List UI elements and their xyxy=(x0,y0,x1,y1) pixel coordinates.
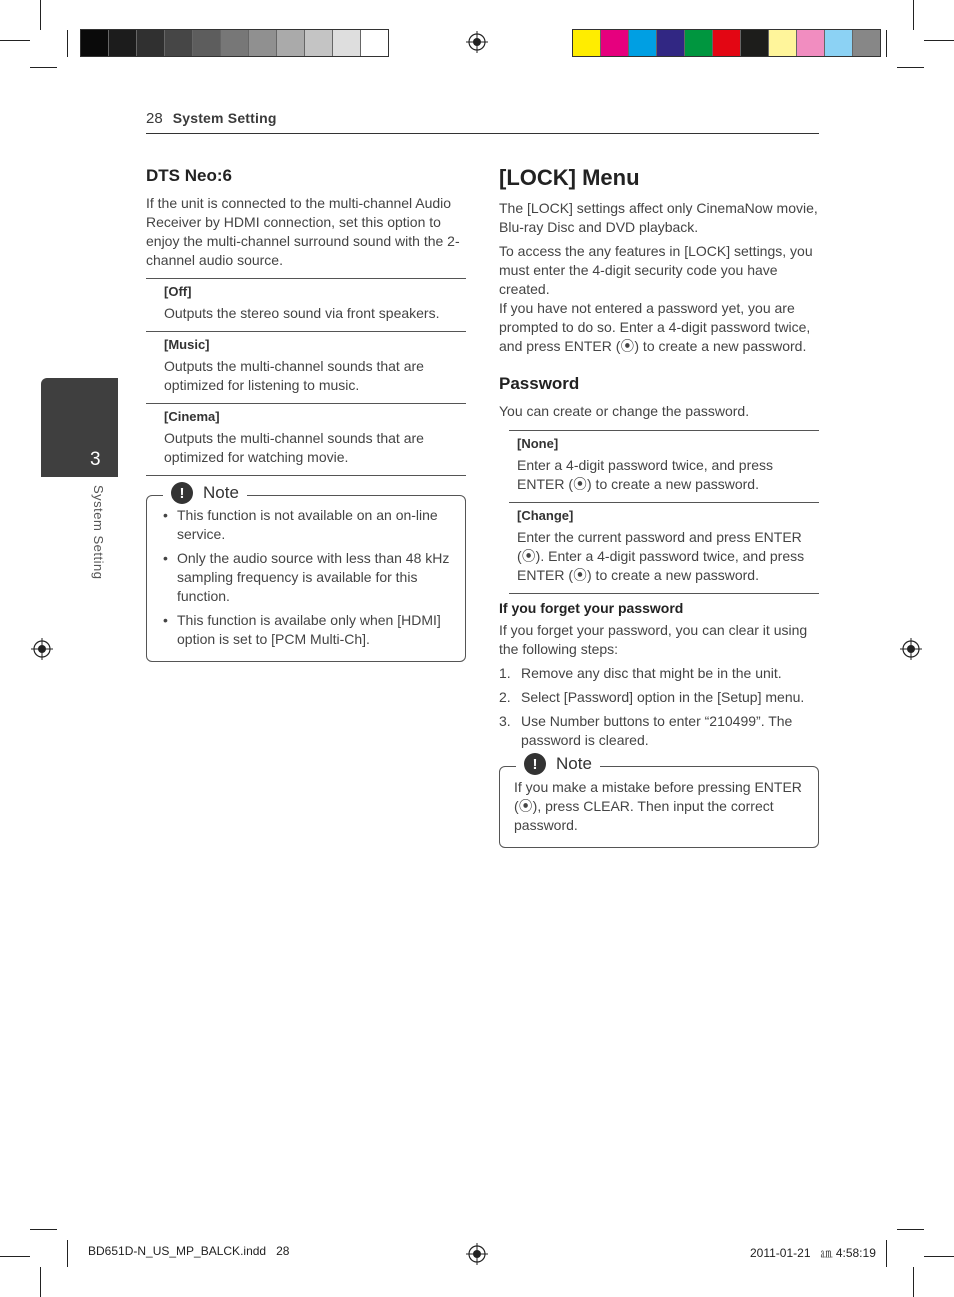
color-swatch xyxy=(137,30,165,56)
page-number: 28 xyxy=(146,110,163,127)
registration-mark-icon xyxy=(31,638,53,660)
forget-password-heading: If you forget your password xyxy=(499,600,684,616)
note-item: • Only the audio source with less than 48 kHz sampling frequency is available for this function. xyxy=(161,549,451,606)
note-box xyxy=(146,483,466,662)
lock-password-prompt-text: If you have not entered a password yet, you are prompted to do so. Enter a 4-digit password twice, and press ENTER (⦿) to create a new password. xyxy=(499,300,811,354)
lock-access-text: To access the any features in [LOCK] settings, you must enter the 4-digit security code you have created. xyxy=(499,243,813,297)
exclamation-icon: ! xyxy=(524,753,546,775)
crop-mark xyxy=(0,1256,30,1257)
crop-mark xyxy=(67,30,68,57)
option-label: [Off] xyxy=(164,284,192,299)
password-options-table xyxy=(509,430,819,594)
right-column xyxy=(499,165,819,755)
color-swatch xyxy=(769,30,797,56)
crop-mark xyxy=(924,1256,954,1257)
dts-neo6-intro: If the unit is connected to the multi-channel Audio Receiver by HDMI connection, set this option to enjoy the multi-channel surround sound with the 2-channel audio source. xyxy=(146,195,460,268)
step-text: Use Number buttons to enter “210499”. The password is cleared. xyxy=(521,713,793,748)
chapter-label: System Setting xyxy=(91,485,106,580)
color-swatch xyxy=(305,30,333,56)
color-swatch xyxy=(741,30,769,56)
option-description: Outputs the multi-channel sounds that are optimized for watching movie. xyxy=(164,430,424,465)
color-swatch xyxy=(797,30,825,56)
color-swatch xyxy=(657,30,685,56)
dts-neo6-heading: DTS Neo:6 xyxy=(146,166,232,185)
color-swatch xyxy=(825,30,853,56)
exclamation-icon: ! xyxy=(171,482,193,504)
crop-mark xyxy=(67,1240,68,1267)
option-row xyxy=(146,331,466,403)
step-text: Remove any disc that might be in the unit. xyxy=(521,665,782,681)
section-title: System Setting xyxy=(172,110,277,126)
step-item xyxy=(499,712,819,750)
color-swatch xyxy=(713,30,741,56)
crop-mark xyxy=(913,1267,914,1297)
note-item: • This function is not available on an on-line service. xyxy=(161,506,451,544)
note-header xyxy=(516,753,600,775)
step-number: 3. xyxy=(499,713,511,729)
color-swatch xyxy=(81,30,109,56)
color-swatch xyxy=(249,30,277,56)
option-row xyxy=(146,403,466,476)
crop-mark xyxy=(0,40,30,41)
registration-mark-icon xyxy=(466,31,488,53)
note-header xyxy=(163,482,247,504)
reset-steps-list xyxy=(499,664,819,750)
crop-mark xyxy=(40,1267,41,1297)
password-intro: You can create or change the password. xyxy=(499,403,750,419)
left-column xyxy=(146,166,466,476)
option-label: [Music] xyxy=(164,337,210,352)
dts-options-table xyxy=(146,278,466,476)
color-swatch xyxy=(221,30,249,56)
chapter-number: 3 xyxy=(90,449,101,470)
color-swatch xyxy=(853,30,880,56)
note-list xyxy=(161,506,451,654)
option-description: Outputs the stereo sound via front speakers. xyxy=(164,305,440,321)
note-label: Note xyxy=(203,483,239,502)
note-item: • This function is availabe only when [HDMI] option is set to [PCM Multi-Ch]. xyxy=(161,611,451,649)
crop-mark xyxy=(897,67,924,68)
crop-mark xyxy=(913,0,914,30)
step-item xyxy=(499,664,819,683)
option-description: Outputs the multi-channel sounds that are optimized for listening to music. xyxy=(164,358,424,393)
color-swatch xyxy=(629,30,657,56)
registration-mark-icon xyxy=(900,638,922,660)
color-swatch xyxy=(109,30,137,56)
option-description: Enter a 4-digit password twice, and press ENTER (⦿) to create a new password. xyxy=(517,457,774,492)
option-label: [None] xyxy=(517,436,559,451)
color-swatch xyxy=(573,30,601,56)
forget-password-intro: If you forget your password, you can clear it using the following steps: xyxy=(499,622,808,657)
color-swatch xyxy=(685,30,713,56)
crop-mark xyxy=(897,1229,924,1230)
note-label: Note xyxy=(556,754,592,773)
step-number: 1. xyxy=(499,665,511,681)
lock-intro: The [LOCK] settings affect only CinemaNow movie, Blu-ray Disc and DVD playback. xyxy=(499,200,818,235)
color-swatch xyxy=(601,30,629,56)
option-label: [Change] xyxy=(517,508,574,523)
crop-mark xyxy=(886,1240,887,1267)
password-heading: Password xyxy=(499,374,580,393)
step-item xyxy=(499,688,819,707)
note-text: If you make a mistake before pressing ENTER (⦿), press CLEAR. Then input the correct password. xyxy=(514,779,802,833)
color-swatch xyxy=(165,30,193,56)
step-text: Select [Password] option in the [Setup] menu. xyxy=(521,689,805,705)
footer-file-info: BD651D-N_US_MP_BALCK.indd 28 xyxy=(88,1244,290,1258)
crop-mark xyxy=(30,1229,57,1230)
color-swatch xyxy=(277,30,305,56)
option-row xyxy=(509,430,819,502)
crop-mark xyxy=(924,40,954,41)
header-rule xyxy=(146,133,819,134)
note-box xyxy=(499,754,819,848)
chapter-tab xyxy=(41,378,118,477)
process-color-bar xyxy=(572,29,881,57)
color-swatch xyxy=(333,30,361,56)
registration-mark-icon xyxy=(466,1243,488,1265)
color-swatch xyxy=(193,30,221,56)
color-swatch xyxy=(361,30,388,56)
step-number: 2. xyxy=(499,689,511,705)
option-row xyxy=(509,502,819,594)
crop-mark xyxy=(40,0,41,30)
running-header xyxy=(146,110,277,127)
option-label: [Cinema] xyxy=(164,409,220,424)
lock-menu-heading: [LOCK] Menu xyxy=(499,165,640,190)
option-description: Enter the current password and press ENTER (⦿). Enter a 4-digit password twice, and press ENTER (⦿) to create a new password. xyxy=(517,529,805,583)
grayscale-color-bar xyxy=(80,29,389,57)
footer-timestamp: 2011-01-21 ㏂ 4:58:19 xyxy=(750,1246,876,1260)
crop-mark xyxy=(30,67,57,68)
option-row xyxy=(146,278,466,331)
crop-mark xyxy=(886,30,887,57)
